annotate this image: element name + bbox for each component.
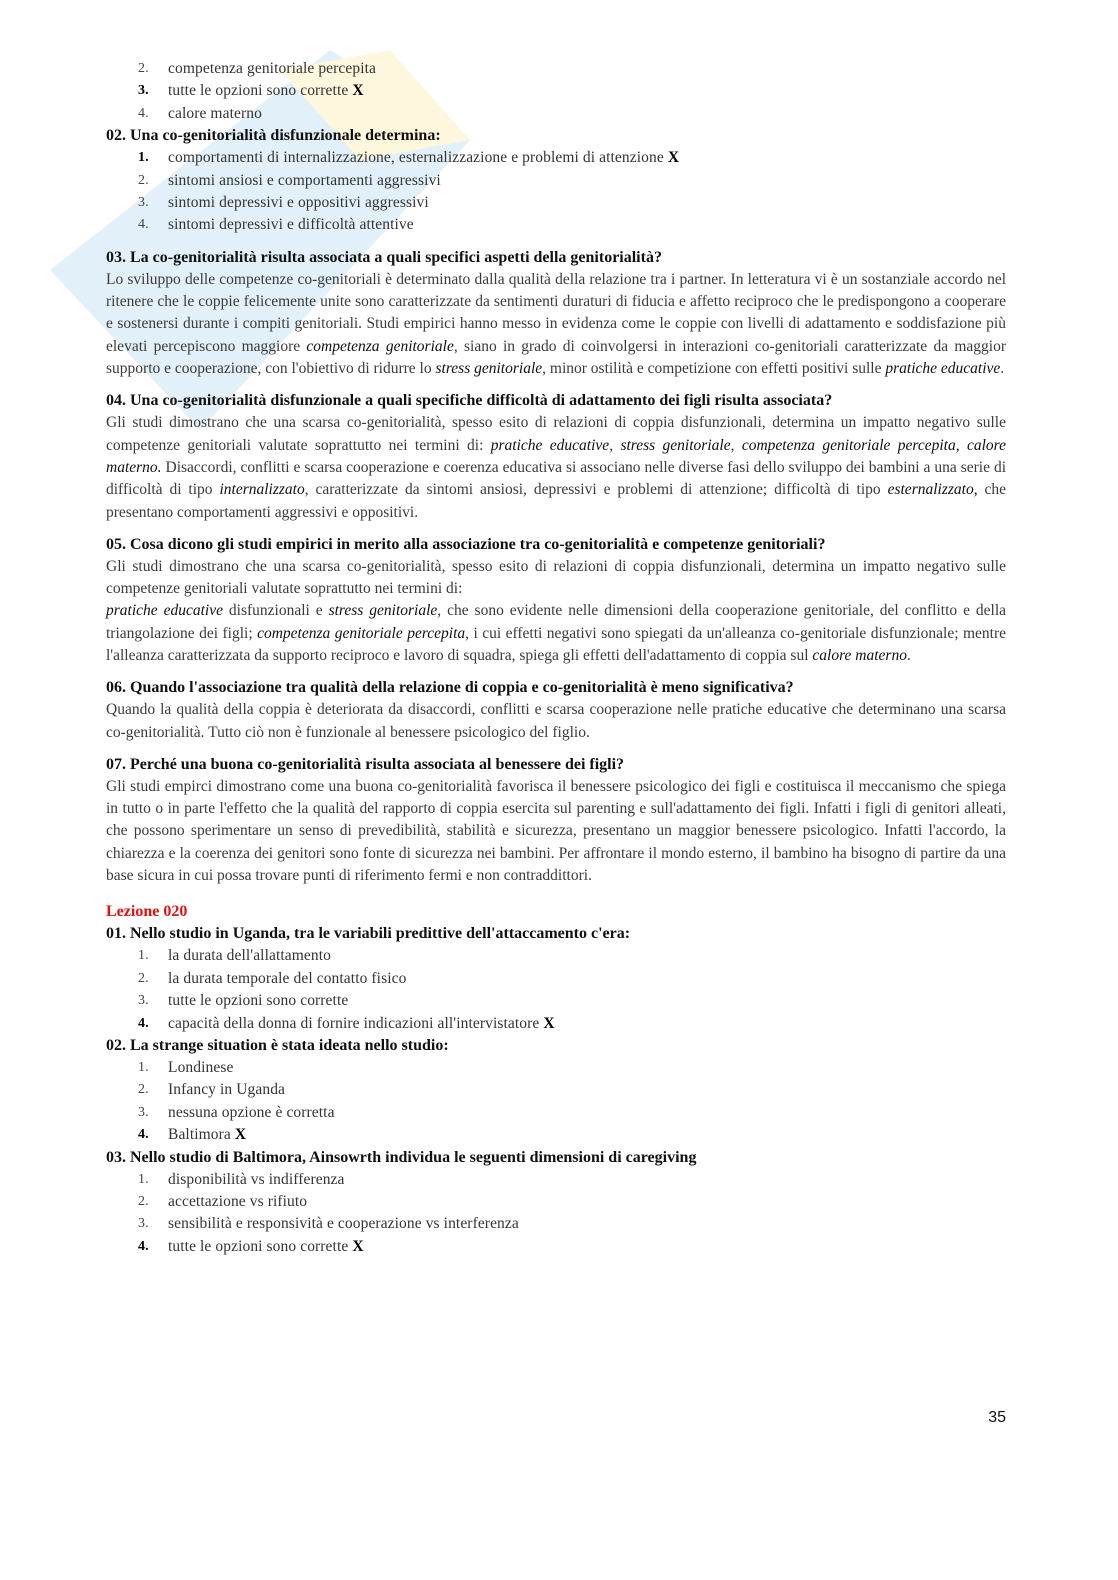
answer-text: Gli studi empirci dimostrano come una buona co-genitorialità favorisca il benessere psicologico dei figli e costituisca il meccanismo che spiega in tutto o in parte l'effetto che la qualità del rapporto di coppia esercita sul parenting e sull'adattamento dei figli. Infatti i figli di genitori alleati, che possono sperimentare un senso di prevedibilità, stabilità e sicurezza, presentano un maggior benessere psicologico. Infatti l'accordo, la chiarezza e la coerenza dei genitori sono fonte di sicurezza nei bambini. Per affrontare il mondo esterno, il bambino ha bisogno di partire da una base sicura in cui possa trovare punti di riferimento fermi e non contraddittori.	[106, 777, 1006, 885]
option-text: la durata dell'allattamento	[168, 947, 332, 965]
question-title: 02. Una co-genitorialità disfunzionale determina:	[106, 127, 441, 145]
answer-text: Gli studi dimostrano che una scarsa co-genitorialità, spesso esito di relazioni di coppia disfunzionali, determina un impatto negativo sulle competenze genitoriali valutate soprattutto nei termini di: pratiche educative, stress genitoriale, competenza genitoriale percepita, calore materno. Disaccordi, conflitti e scarsa cooperazione e coerenza educativa si associano nelle diverse fasi dello sviluppo dei bambini a una serie di difficoltà di tipo internalizzato, caratterizzate da sintomi ansiosi, depressivi e problemi di attenzione; difficoltà di tipo esternalizzato, che presentano comportamenti aggressivi e oppositivi.	[106, 414, 1007, 521]
option-list	[106, 147, 1006, 237]
option-text: disponibilità vs indifferenza	[168, 1170, 345, 1188]
option-number: 2.	[138, 172, 149, 188]
option-text: la durata temporale del contatto fisico	[168, 969, 407, 987]
option-text: nessuna opzione è corretta	[168, 1103, 335, 1121]
correct-answer-mark: X	[352, 1237, 364, 1255]
option-item	[106, 1057, 1006, 1079]
option-text: calore materno	[168, 104, 262, 122]
option-item	[106, 1079, 1006, 1101]
option-item	[106, 58, 1006, 80]
option-list	[106, 945, 1006, 1035]
option-item	[106, 170, 1006, 192]
option-text: tutte le opzioni sono corrette	[168, 1237, 349, 1255]
option-text: Londinese	[168, 1059, 234, 1076]
option-number: 1.	[138, 1060, 149, 1075]
option-item	[106, 990, 1006, 1012]
option-number: 4.	[138, 1127, 149, 1143]
option-item	[106, 1191, 1006, 1213]
option-item	[106, 103, 1006, 125]
option-text: Baltimora	[168, 1126, 231, 1144]
option-item	[106, 1213, 1006, 1235]
option-item	[106, 147, 1006, 169]
question-title: 03. Nello studio di Baltimora, Ainsowrth individua le seguenti dimensioni di caregiving	[106, 1148, 697, 1166]
option-item	[106, 1169, 1006, 1191]
option-item	[106, 1124, 1006, 1146]
page-content	[106, 58, 1006, 1258]
question-title: 02. La strange situation è stata ideata nello studio:	[106, 1037, 449, 1054]
option-list	[106, 58, 1006, 125]
option-item	[106, 192, 1006, 214]
option-list	[106, 1057, 1006, 1147]
option-text: sintomi ansiosi e comportamenti aggressivi	[168, 171, 441, 189]
option-text: capacità della donna di fornire indicazioni all'intervistatore	[168, 1014, 540, 1032]
option-text: tutte le opzioni sono corrette	[168, 82, 349, 100]
correct-answer-mark: X	[543, 1014, 555, 1032]
option-item	[106, 1102, 1006, 1124]
option-item	[106, 968, 1006, 990]
option-text: tutte le opzioni sono corrette	[168, 992, 349, 1010]
option-item	[106, 80, 1006, 102]
option-number: 2.	[138, 1194, 149, 1210]
correct-answer-mark: X	[667, 149, 680, 167]
question-title: 07. Perché una buona co-genitorialità risulta associata al benessere dei figli?	[106, 755, 625, 773]
question-title: 04. Una co-genitorialità disfunzionale a quali specifiche difficoltà di adattamento dei figli risulta associata?	[106, 392, 833, 410]
answer-text: Gli studi dimostrano che una scarsa co-genitorialità, spesso esito di relazioni di coppia disfunzionali, determina un impatto negativo sulle competenze genitoriali valutate soprattutto nei termini di: pratiche educative disfunzionali e stress genitoriale, che sono evidente nelle dimensioni della cooperazione genitoriale, del conflitto e della triangolazione dei figli; competenza genitoriale percepita, i cui effetti negativi sono spiegati da un'alleanza co-genitoriale disfunzionale; mentre l'alleanza caratterizzata da supporto reciproco e lavoro di squadra, spiega gli effetti dell'adattamento di coppia sul calore materno.	[106, 557, 1007, 664]
option-item	[106, 945, 1006, 967]
option-number: 2.	[138, 61, 149, 76]
correct-answer-mark: X	[234, 1126, 247, 1144]
option-number: 2.	[138, 1082, 149, 1098]
option-list	[106, 1169, 1006, 1259]
option-number: 1.	[138, 150, 149, 166]
option-number: 3.	[138, 195, 149, 211]
option-text: sintomi depressivi e oppositivi aggressivi	[168, 194, 429, 212]
option-number: 3.	[138, 83, 149, 99]
option-number: 1.	[138, 1171, 149, 1187]
question-title: 01. Nello studio in Uganda, tra le variabili predittive dell'attaccamento c'era:	[106, 925, 631, 943]
option-number: 4.	[138, 217, 149, 233]
question-title: 03. La co-genitorialità risulta associata a quali specifici aspetti della genitorialità?	[106, 248, 662, 266]
correct-answer-mark: X	[352, 82, 364, 100]
option-item	[106, 214, 1006, 236]
option-text: competenza genitoriale percepita	[168, 60, 377, 77]
option-number: 3.	[138, 1104, 149, 1120]
option-text: Infancy in Uganda	[168, 1081, 286, 1099]
question-title: 06. Quando l'associazione tra qualità della relazione di coppia e co-genitorialità è meno significativa?	[106, 679, 794, 697]
page-number: 35	[988, 1409, 1006, 1426]
option-text: sensibilità e responsività e cooperazione vs interferenza	[168, 1215, 519, 1233]
option-number: 2.	[138, 970, 149, 986]
option-item	[106, 1013, 1006, 1035]
answer-text: Quando la qualità della coppia è deteriorata da disaccordi, conflitti e scarsa cooperazione nelle pratiche educative che determinano una scarsa co-genitorialità. Tutto ciò non è funzionale al benessere psicologico del figlio.	[106, 701, 1006, 741]
option-item	[106, 1236, 1006, 1258]
option-number: 3.	[138, 993, 149, 1009]
option-number: 1.	[138, 948, 149, 964]
question-title: 05. Cosa dicono gli studi empirici in merito alla associazione tra co-genitorialità e competenze genitoriali?	[106, 535, 826, 553]
option-number: 4.	[138, 1238, 149, 1254]
option-text: comportamenti di internalizzazione, esternalizzazione e problemi di attenzione	[168, 149, 664, 167]
option-number: 4.	[138, 105, 149, 121]
option-number: 4.	[138, 1015, 149, 1031]
option-number: 3.	[138, 1216, 149, 1232]
lesson-heading: Lezione 020	[106, 903, 188, 921]
answer-text: Lo sviluppo delle competenze co-genitoriali è determinato dalla qualità della relazione tra i partner. In letteratura vi è un sostanziale accordo nel ritenere che le coppie felicemente unite sono caratterizzate da sentimenti duraturi di fiducia e affetto reciproco che le predispongono a cooperare e sostenersi durante i compiti genitoriali. Studi empirici hanno messo in evidenza come le coppie con livelli di adattamento e soddisfazione più elevati percepiscono maggiore competenza genitoriale, siano in grado di coinvolgersi in interazioni co-genitoriali caratterizzate da maggior supporto e cooperazione, con l'obiettivo di ridurre lo stress genitoriale, minor ostilità e competizione con effetti positivi sulle pratiche educative.	[106, 270, 1006, 378]
option-text: sintomi depressivi e difficoltà attentive	[168, 216, 414, 234]
option-text: accettazione vs rifiuto	[168, 1193, 308, 1211]
